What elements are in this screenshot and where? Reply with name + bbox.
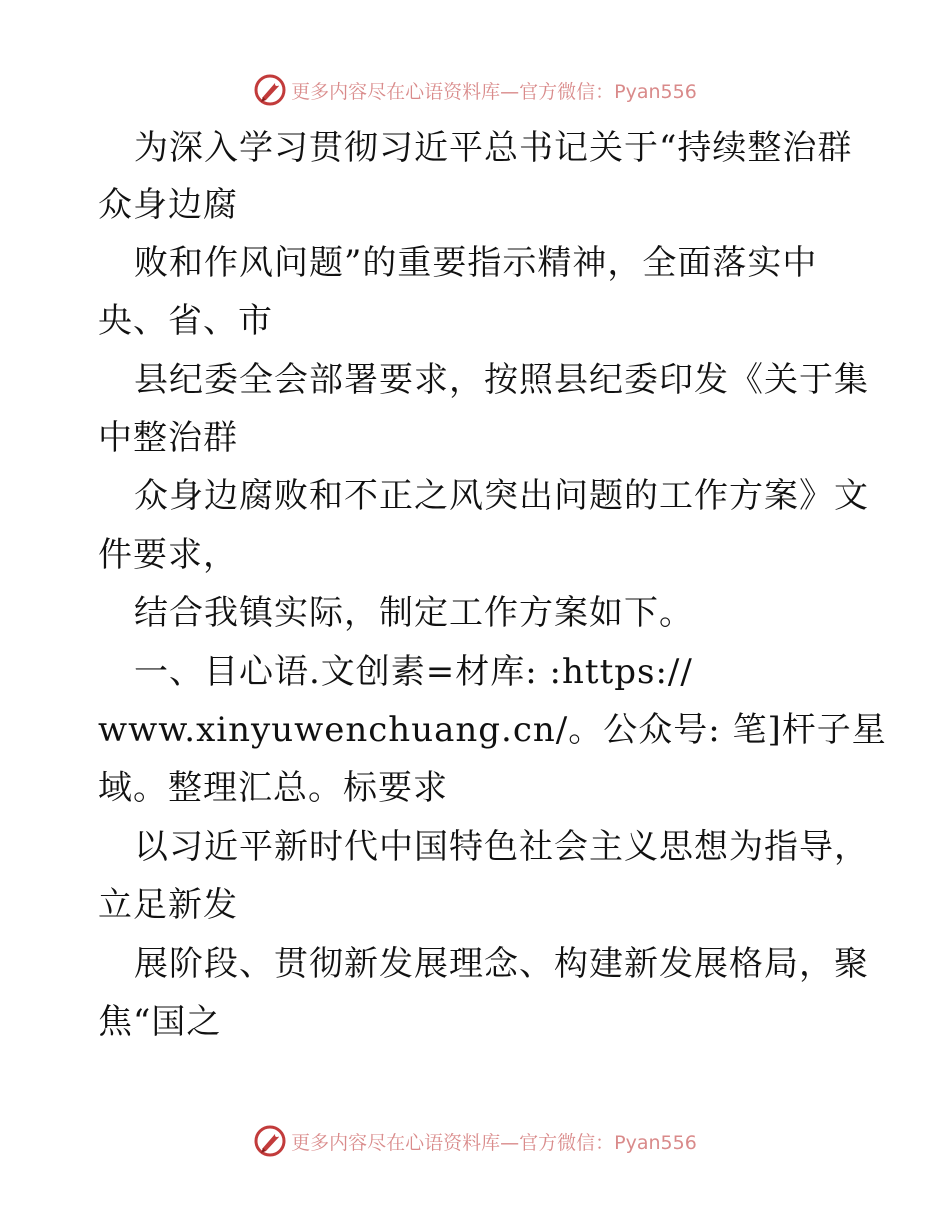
- text-line: 一、目心语.文创素=材库: :https://: [134, 652, 693, 692]
- text-line: 以习近平新时代中国特色社会主义思想为指导，: [134, 827, 869, 867]
- text-line: 结合我镇实际，制定工作方案如下。: [134, 593, 694, 633]
- text-line: 焦“国之: [98, 1002, 222, 1042]
- text-line: 央、省、市: [98, 301, 273, 341]
- watermark-text: 更多内容尽在心语资料库—官方微信：Pyan556: [291, 80, 697, 103]
- text-line: 众身边腐: [98, 185, 238, 225]
- text-line: 立足新发: [98, 885, 238, 925]
- pen-nib-logo-icon: [253, 1124, 287, 1158]
- text-line: 件要求，: [98, 535, 238, 575]
- text-line: 为深入学习贯彻习近平总书记关于“持续整治群: [134, 128, 853, 168]
- text-line: www.xinyuwenchuang.cn/。公众号: 笔]杆子星: [98, 710, 887, 750]
- text-line: 中整治群: [98, 418, 238, 458]
- text-line: 域。整理汇总。标要求: [98, 768, 448, 808]
- text-line: 展阶段、贯彻新发展理念、构建新发展格局，聚: [134, 944, 869, 984]
- footer-watermark: [0, 1121, 950, 1161]
- watermark-text: 更多内容尽在心语资料库—官方微信：Pyan556: [291, 1131, 697, 1154]
- text-line: 县纪委全会部署要求，按照县纪委印发《关于集: [134, 360, 869, 400]
- text-line: 众身边腐败和不正之风突出问题的工作方案》文: [134, 476, 869, 516]
- text-line: 败和作风问题”的重要指示精神，全面落实中: [134, 243, 818, 283]
